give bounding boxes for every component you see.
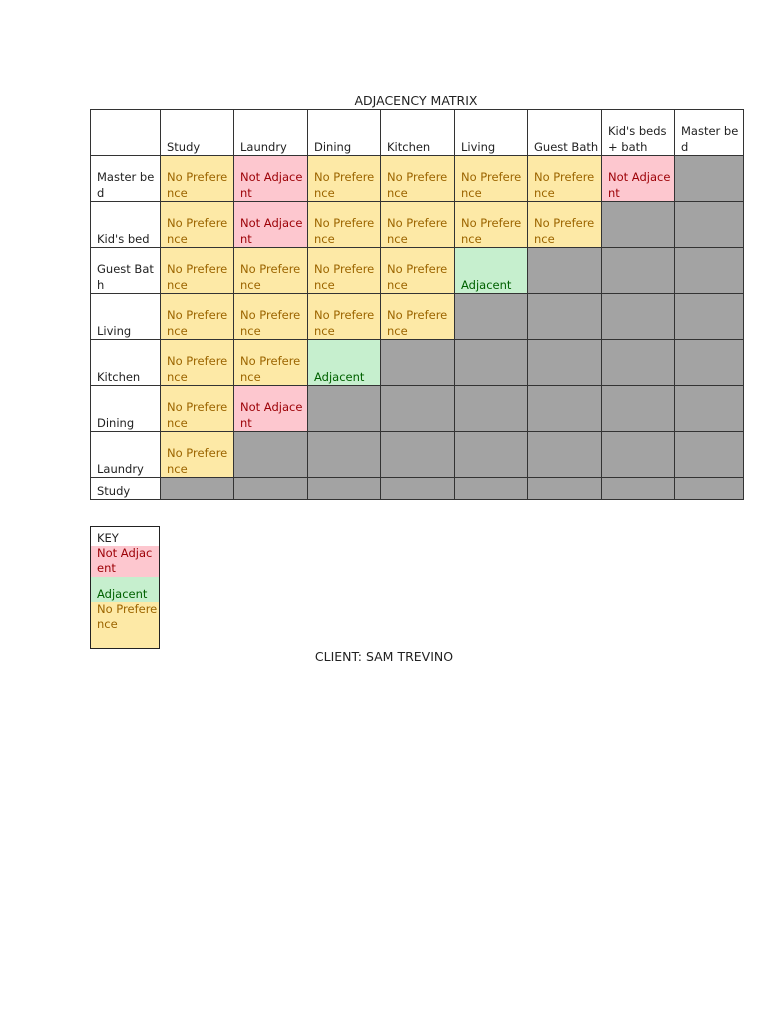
table-row <box>91 386 744 432</box>
matrix-cell <box>675 248 744 294</box>
matrix-cell <box>528 432 602 478</box>
row-label: Living <box>91 294 161 340</box>
matrix-cell: No Preference <box>455 202 528 248</box>
matrix-cell <box>234 432 308 478</box>
matrix-cell: No Preference <box>161 386 234 432</box>
matrix-cell <box>308 432 381 478</box>
row-label: Study <box>91 478 161 500</box>
table-row <box>91 432 744 478</box>
matrix-cell: No Preference <box>161 340 234 386</box>
matrix-cell <box>381 432 455 478</box>
matrix-cell <box>602 294 675 340</box>
matrix-cell: No Preference <box>234 340 308 386</box>
matrix-cell <box>602 478 675 500</box>
table-row <box>91 202 744 248</box>
matrix-cell <box>455 432 528 478</box>
legend-not-adjacent: Not Adjacent <box>91 546 159 577</box>
row-label: Master bed <box>91 156 161 202</box>
matrix-cell: Adjacent <box>308 340 381 386</box>
legend-adjacent: Adjacent <box>91 577 159 602</box>
matrix-cell <box>455 294 528 340</box>
column-header-kids-beds-bath: Kid's beds + bath <box>602 110 675 156</box>
matrix-cell <box>381 340 455 386</box>
matrix-cell: No Preference <box>308 156 381 202</box>
matrix-cell <box>528 248 602 294</box>
matrix-cell: No Preference <box>528 202 602 248</box>
table-row <box>91 248 744 294</box>
matrix-cell <box>602 248 675 294</box>
column-header-dining: Dining <box>308 110 381 156</box>
matrix-cell <box>675 340 744 386</box>
matrix-body <box>91 156 744 500</box>
column-header-guest-bath: Guest Bath <box>528 110 602 156</box>
table-row <box>91 156 744 202</box>
matrix-cell <box>675 432 744 478</box>
matrix-cell <box>675 386 744 432</box>
matrix-cell <box>308 478 381 500</box>
table-row <box>91 294 744 340</box>
table-row <box>91 340 744 386</box>
matrix-cell <box>234 478 308 500</box>
matrix-cell <box>528 294 602 340</box>
matrix-cell <box>455 478 528 500</box>
corner-cell <box>91 110 161 156</box>
row-label: Laundry <box>91 432 161 478</box>
matrix-cell <box>308 386 381 432</box>
matrix-cell: No Preference <box>528 156 602 202</box>
row-label: Dining <box>91 386 161 432</box>
matrix-cell: No Preference <box>161 202 234 248</box>
column-header-study: Study <box>161 110 234 156</box>
matrix-cell: Not Adjacent <box>234 156 308 202</box>
matrix-cell: No Preference <box>381 202 455 248</box>
matrix-cell: No Preference <box>308 294 381 340</box>
matrix-cell: Adjacent <box>455 248 528 294</box>
client-name: CLIENT: SAM TREVINO <box>314 649 454 664</box>
matrix-cell <box>381 478 455 500</box>
matrix-cell <box>602 202 675 248</box>
page-title: ADJACENCY MATRIX <box>354 93 478 108</box>
matrix-cell <box>602 432 675 478</box>
matrix-cell: Not Adjacent <box>602 156 675 202</box>
matrix-cell <box>161 478 234 500</box>
matrix-cell <box>528 386 602 432</box>
matrix-cell: No Preference <box>308 248 381 294</box>
adjacency-matrix <box>90 109 744 500</box>
matrix-cell: No Preference <box>161 294 234 340</box>
column-header-kitchen: Kitchen <box>381 110 455 156</box>
matrix-cell: Not Adjacent <box>234 202 308 248</box>
matrix-cell: No Preference <box>308 202 381 248</box>
matrix-cell <box>381 386 455 432</box>
matrix-cell: No Preference <box>381 248 455 294</box>
matrix-cell <box>675 478 744 500</box>
matrix-cell <box>675 202 744 248</box>
row-label: Guest Bath <box>91 248 161 294</box>
row-label: Kid's bed <box>91 202 161 248</box>
matrix-cell: No Preference <box>161 432 234 478</box>
matrix-cell <box>528 340 602 386</box>
matrix-cell: No Preference <box>161 156 234 202</box>
column-header-living: Living <box>455 110 528 156</box>
header-row <box>91 110 744 156</box>
matrix-cell <box>602 340 675 386</box>
matrix-cell <box>528 478 602 500</box>
matrix-cell: No Preference <box>381 156 455 202</box>
matrix-cell <box>455 340 528 386</box>
matrix-cell <box>602 386 675 432</box>
matrix-cell: No Preference <box>381 294 455 340</box>
legend-key <box>90 526 160 649</box>
table-row <box>91 478 744 500</box>
legend-no-preference: No Preference <box>91 602 159 648</box>
row-label: Kitchen <box>91 340 161 386</box>
column-header-master-bed: Master bed <box>675 110 744 156</box>
matrix-cell: Not Adjacent <box>234 386 308 432</box>
matrix-cell <box>675 294 744 340</box>
matrix-cell: No Preference <box>161 248 234 294</box>
matrix-cell: No Preference <box>234 248 308 294</box>
matrix-cell: No Preference <box>455 156 528 202</box>
column-header-laundry: Laundry <box>234 110 308 156</box>
matrix-cell: No Preference <box>234 294 308 340</box>
matrix-cell <box>675 156 744 202</box>
matrix-cell <box>455 386 528 432</box>
legend-title: KEY <box>97 530 119 545</box>
